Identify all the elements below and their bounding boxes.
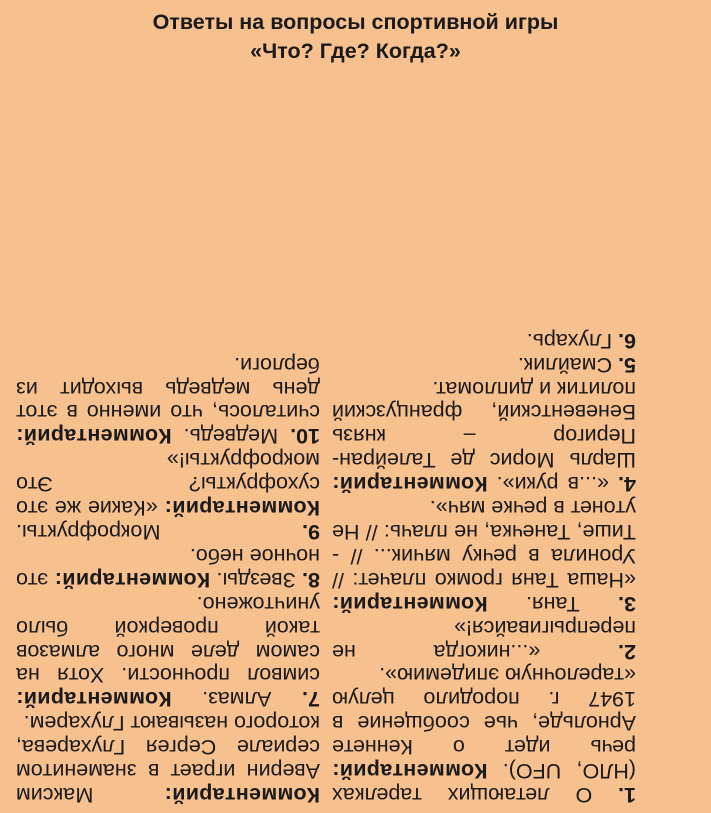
- comment-text: речь идет о Кеннете Арнольде, чье сообщение в 1947 г. породило целую «тарелочную эпидемию».: [332, 663, 636, 760]
- answer-number: 10.: [290, 424, 320, 449]
- column-right: [10, 78, 326, 806]
- answer-text: Таня.: [526, 591, 580, 616]
- answers-block: [10, 78, 642, 806]
- comment-label: Комментарий:: [164, 496, 320, 521]
- answer-text: Глухарь.: [526, 328, 613, 353]
- answer-number: 2.: [618, 639, 636, 664]
- comment-label: Комментарий:: [16, 687, 172, 712]
- answer-number: 9.: [302, 520, 320, 545]
- answer-item: [332, 495, 636, 615]
- answer-item: [332, 328, 636, 352]
- answer-item: [332, 663, 636, 806]
- answer-number: 4.: [618, 472, 636, 497]
- comment-label: Комментарий:: [54, 567, 211, 592]
- answer-number: 7.: [302, 687, 320, 712]
- answer-item: [332, 615, 636, 663]
- answer-item: [16, 591, 320, 711]
- answer-item: [332, 376, 636, 496]
- comment-text: символ прочности. Хотя на самом деле много алмазов такой проверкой было уничтожено.: [16, 591, 320, 688]
- answer-text: Алмаз.: [202, 687, 272, 712]
- comment-text: Шарль Морис де Талейран-Перигор – князь Беневентский, французский политик и дипломат.: [332, 376, 636, 473]
- title-line-2: «Что? Где? Когда?»: [250, 39, 461, 63]
- comment-text: Максим Аверин играет в знаменитом сериале Сергея Глухарева, которого называют Глухарем.: [16, 711, 320, 807]
- comment-label: Комментарий:: [332, 759, 488, 784]
- comment-label: Комментарий:: [16, 424, 172, 449]
- comment-label: Комментарий:: [332, 472, 488, 497]
- comment-text: «Какие же это сухофрукты? Это мокрофрукты!»: [16, 448, 320, 521]
- answer-number: 5.: [618, 352, 636, 377]
- answer-number: 8.: [302, 567, 320, 592]
- answer-text: Смайлик.: [517, 352, 613, 377]
- answer-item: [16, 710, 320, 806]
- comment-text: «Наша Таня громко плачет: // Уронила в речку мячик... // - Тише, Танечка, не плачь: // Не утонет в речке мяч».: [332, 496, 636, 592]
- comment-text: это ночное небо.: [16, 543, 320, 592]
- comment-text: считалось, что именно в этот день медведь выходит из берлоги.: [16, 352, 320, 425]
- answer-text: Звезды.: [216, 567, 296, 592]
- answer-number: 6.: [618, 328, 636, 353]
- answer-number: 3.: [618, 591, 636, 616]
- answer-text: О летающих тарелках (НЛО, UFO).: [332, 759, 636, 807]
- answer-text: Медведь.: [183, 424, 279, 449]
- title-line-1: Ответы на вопросы спортивной игры: [152, 10, 559, 34]
- answer-text: Мокрофрукты.: [16, 520, 161, 545]
- answer-item: [332, 352, 636, 376]
- page-title: [0, 8, 711, 66]
- answer-item: [16, 543, 320, 591]
- comment-label: Комментарий:: [332, 591, 488, 616]
- column-left: [326, 78, 642, 806]
- comment-label: Комментарий:: [164, 783, 320, 807]
- answer-item: [16, 447, 320, 543]
- answer-text: «...никогда не перепрыгивайся!»: [332, 615, 636, 664]
- answer-item: [16, 352, 320, 448]
- answer-number: 1.: [618, 783, 636, 807]
- answer-text: «...в руки».: [496, 472, 609, 497]
